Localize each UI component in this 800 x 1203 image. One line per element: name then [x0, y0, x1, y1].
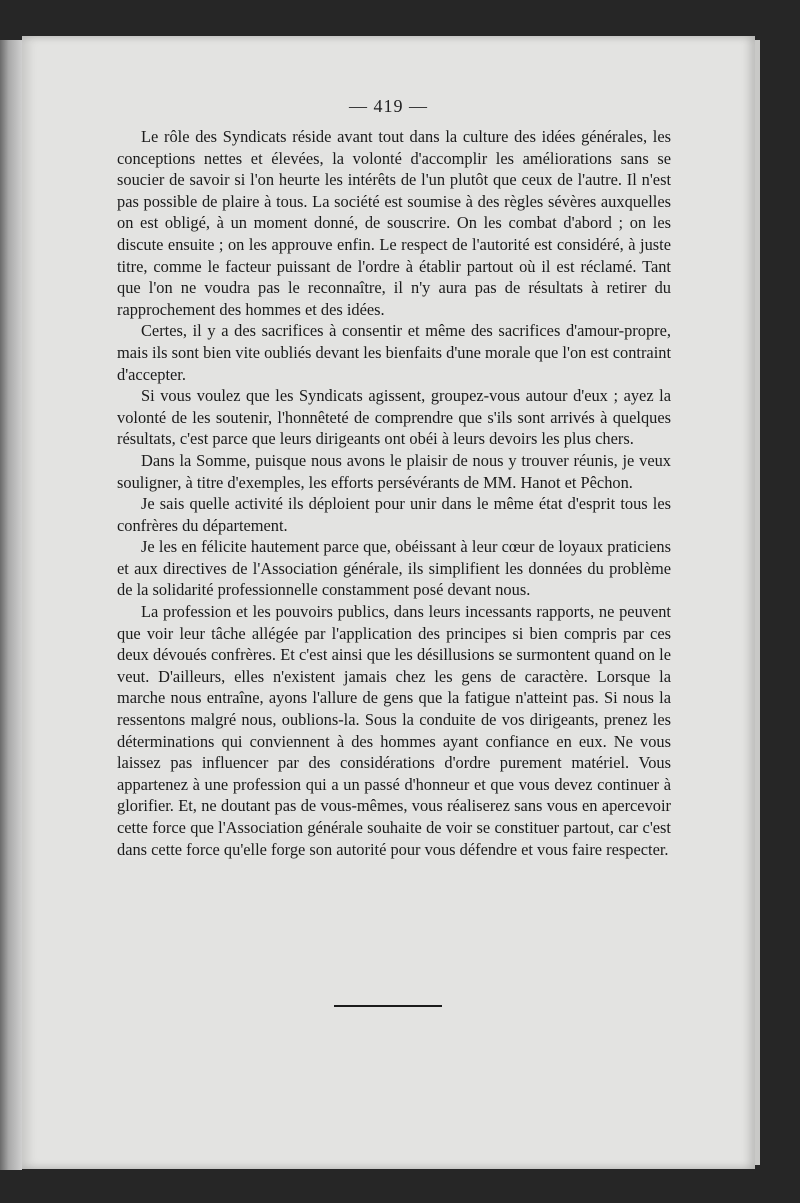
facing-page-edge	[0, 40, 22, 1170]
page-stack-edge	[755, 40, 760, 1165]
paragraph: Je les en félicite hautement parce que, obéissant à leur cœur de loyaux praticiens et aux directives de l'Association générale, ils simplifient les données du problème de la solidarité professionnelle constamment posé devant nous.	[117, 537, 671, 600]
paragraph: Je sais quelle activité ils déploient pour unir dans le même état d'esprit tous les confrères du département.	[117, 494, 671, 535]
page-number: — 419 —	[349, 96, 428, 116]
paragraph: Le rôle des Syndicats réside avant tout dans la culture des idées générales, les conceptions nettes et élevées, la volonté d'accomplir les améliorations sans se soucier de savoir si l'on heurte les intérêts de l'un plutôt que ceux de l'autre. Il n'est pas possible de plaire à tous. La société est soumise à des règles sévères auxquelles on est obligé, à un moment donné, de souscrire. On les combat d'abord ; on les discute ensuite ; on les approuve enfin. Le respect de l'autorité est considéré, à juste titre, comme le facteur puissant de l'ordre à établir partout où il est réclamé. Tant que l'on ne voudra pas le reconnaître, il n'y aura pas de résultats à retirer du rapprochement des hommes et des idées.	[117, 127, 671, 319]
end-rule-divider	[334, 1005, 442, 1007]
paragraph: La profession et les pouvoirs publics, dans leurs incessants rapports, ne peuvent que voir leur tâche allégée par l'application des principes si bien compris par ces deux dévoués confrères. Et c'est ainsi que les désillusions se surmontent quand on le veut. D'ailleurs, elles n'existent jamais chez les gens de caractère. Lorsque la marche nous entraîne, ayons l'allure de gens que la fatigue n'atteint pas. Si nous la ressentons malgré nous, oublions-la. Sous la conduite de vos dirigeants, prenez les déterminations qui conviennent à des hommes ayant confiance en eux. Ne vous laissez pas influencer par des considérations d'ordre purement matériel. Vous appartenez à une profession qui a un passé d'honneur et que vous devez continuer à glorifier. Et, ne doutant pas de vous-mêmes, vous réaliserez sans vous en apercevoir cette force que l'Association générale souhaite de voir se constituer partout, car c'est dans cette force qu'elle forge son autorité pour vous défendre et vous faire respecter.	[117, 602, 671, 859]
paragraph: Dans la Somme, puisque nous avons le plaisir de nous y trouver réunis, je veux souligner, à titre d'exemples, les efforts persévérants de MM. Hanot et Pêchon.	[117, 450, 671, 492]
book-page	[22, 36, 755, 1169]
body-text	[117, 126, 671, 860]
paragraph: Certes, il y a des sacrifices à consentir et même des sacrifices d'amour-propre, mais ils sont bien vite oubliés devant les bienfaits d'une morale que l'on est contraint d'accepter.	[117, 321, 671, 384]
paragraph: Si vous voulez que les Syndicats agissent, groupez-vous autour d'eux ; ayez la volonté de les soutenir, l'honnêteté de comprendre que s'ils sont arrivés à quelques résultats, c'est parce que leurs dirigeants ont obéi à leurs devoirs les plus chers.	[117, 386, 671, 449]
